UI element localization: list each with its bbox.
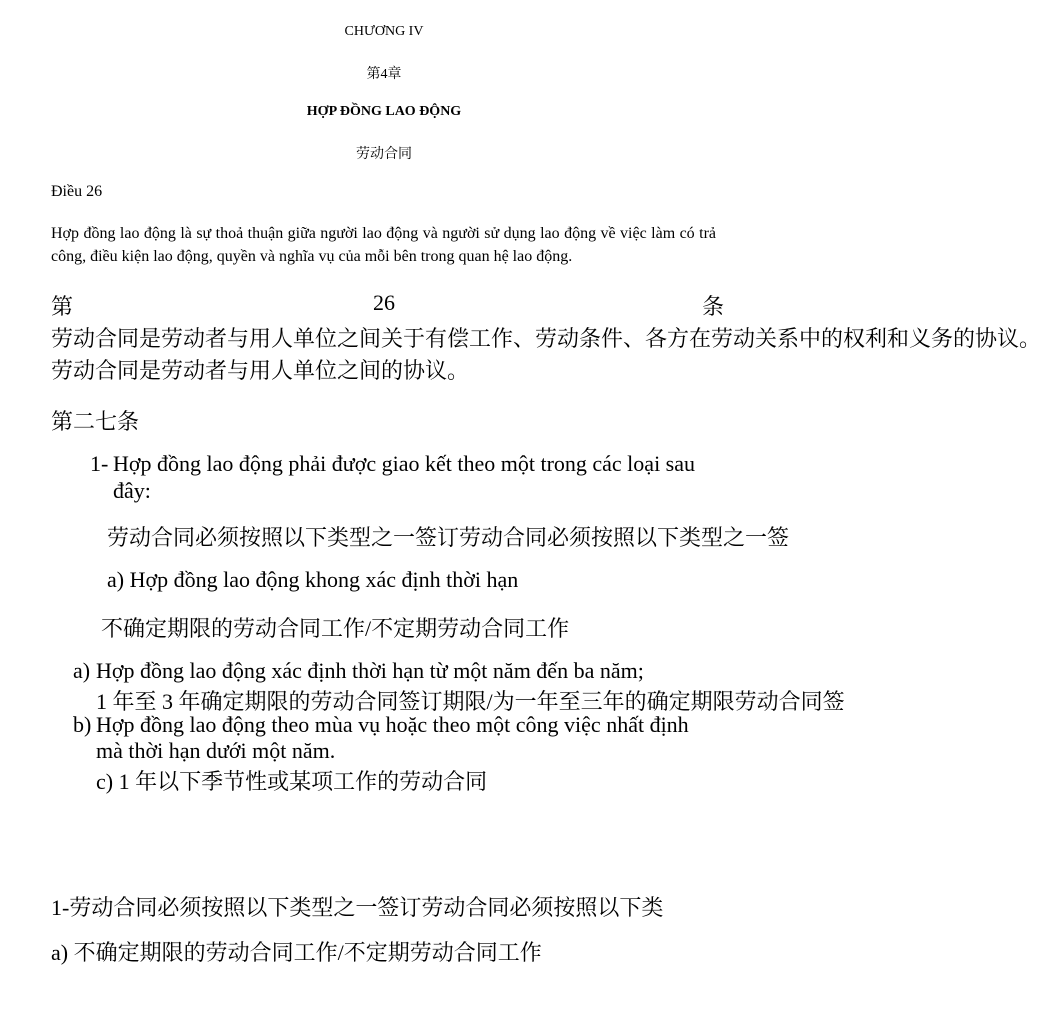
article-text: Hợp đồng lao động là sự thoả thuận giữa người lao động và người sử dụng lao động về việc làm có trả công, điều kiện lao động, quyền và nghĩa vụ của mỗi bên trong quan hệ lao động. — [51, 225, 716, 265]
list-b-marker: b) — [73, 712, 92, 737]
list-a-cjk-part-1: 年确定期限的劳动合同签订期限 — [178, 689, 487, 714]
article-label: Điều 26 — [51, 183, 103, 200]
list-a-marker: a) — [73, 658, 91, 683]
bottom-item-1-cjk: 劳动合同必须按照以下类型之一签订劳动合同必须按照以下类 — [69, 895, 664, 920]
list-a-cjk-num-2: 3 — [162, 689, 174, 714]
bottom-item-a-cjk-slash: / — [337, 940, 344, 965]
list-a-cjk-num-1: 1 — [96, 689, 107, 714]
article-27-heading-cjk: 第二七条 — [51, 409, 140, 434]
list-c-cjk: 年以下季节性或某项工作的劳动合同 — [135, 769, 488, 794]
bottom-item-a-prefix: a) — [51, 940, 69, 965]
list-a-text: Hợp đồng lao động xác định thời hạn từ một năm đến ba năm; — [96, 658, 644, 683]
section-title: HỢP ĐỒNG LAO ĐỘNG — [306, 104, 462, 119]
chapter-title-cjk: 第4章 — [366, 67, 402, 82]
cjk-article-right-char: 条 — [702, 295, 725, 320]
list-a-cjk-slash: / — [486, 689, 493, 714]
cjk-article-number: 26 — [373, 290, 395, 315]
list-c — [96, 765, 487, 796]
chapter-title: CHƯƠNG IV — [344, 24, 424, 39]
list-a-cjk-mid: 年至 — [112, 689, 157, 714]
item-1-number: 1- — [90, 451, 109, 476]
item-a-cjk-part-2: 不定期劳动合同工作 — [371, 616, 570, 641]
item-a-text: a) Hợp đồng lao động khong xác định thời hạn — [107, 567, 519, 592]
item-1-cjk: 劳动合同必须按照以下类型之一签订劳动合同必须按照以下类型之一签 — [107, 525, 790, 550]
item-1-text-line-2: đây: — [113, 478, 151, 503]
section-title-cjk: 劳动合同 — [356, 147, 412, 162]
bottom-item-a-cjk-part-2: 不定期劳动合同工作 — [343, 940, 542, 965]
list-c-prefix: c) 1 — [96, 769, 130, 794]
item-a-cjk-part-1: 不确定期限的劳动合同工作 — [101, 616, 366, 641]
cjk-article-left-char: 第 — [51, 295, 74, 320]
item-a-cjk-slash: / — [365, 616, 372, 641]
item-1-text-line-1: Hợp đồng lao động phải được giao kết theo một trong các loại sau — [113, 451, 696, 476]
bottom-item-1 — [51, 891, 716, 922]
list-b-line-2: mà thời hạn dưới một năm. — [96, 738, 336, 763]
bottom-item-a-cjk-part-1: 不确定期限的劳动合同工作 — [73, 940, 338, 965]
cjk-article-line-1: 劳动合同是劳动者与用人单位之间关于有偿工作、劳动条件、各方在劳动关系中的权利和义务的协议。 — [51, 326, 1041, 351]
cjk-article-line-2: 劳动合同是劳动者与用人单位之间的协议。 — [51, 358, 470, 383]
bottom-item-a — [51, 936, 542, 967]
list-b-line-1: Hợp đồng lao động theo mùa vụ hoặc theo một công việc nhất định — [96, 712, 689, 737]
list-a-cjk-part-2: 为一年至三年的确定期限劳动合同签 — [492, 689, 845, 714]
bottom-item-1-number: 1- — [51, 895, 70, 920]
item-a-cjk — [101, 612, 569, 643]
